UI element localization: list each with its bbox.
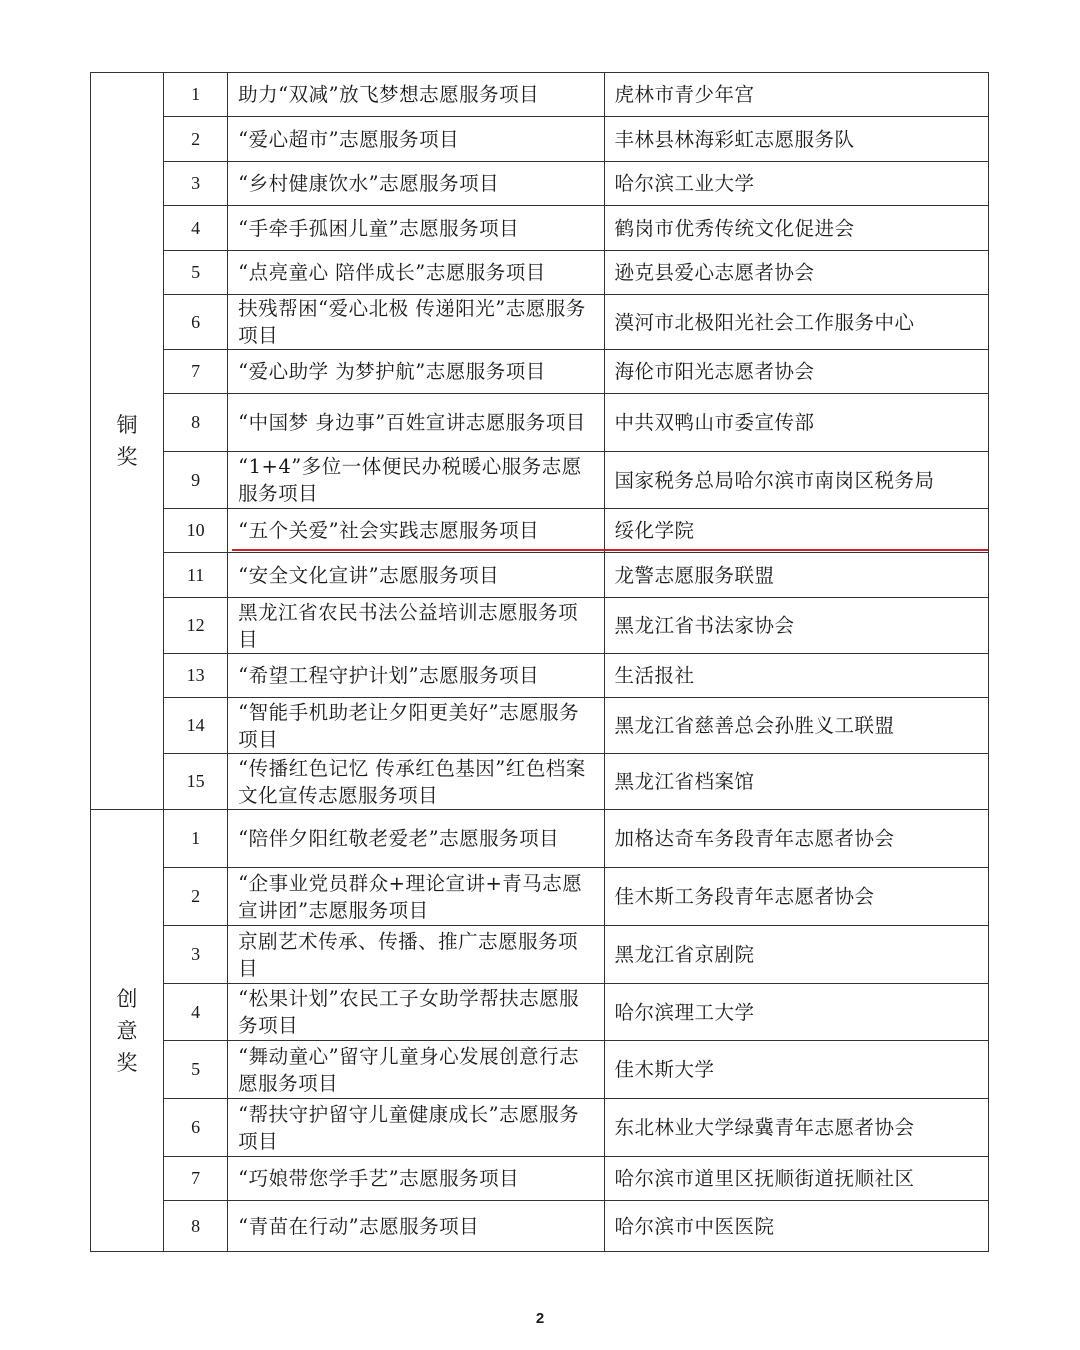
project-name: “安全文化宣讲”志愿服务项目 [228, 553, 604, 598]
table-row [91, 810, 989, 868]
project-name: “五个关爱”社会实践志愿服务项目 [228, 509, 604, 553]
row-number: 4 [164, 984, 228, 1041]
row-number: 4 [164, 206, 228, 251]
project-name: 京剧艺术传承、传播、推广志愿服务项目 [228, 926, 604, 984]
organization-name: 哈尔滨市道里区抚顺街道抚顺社区 [604, 1157, 988, 1201]
row-number: 1 [164, 810, 228, 868]
organization-name: 黑龙江省慈善总会孙胜义工联盟 [604, 698, 988, 754]
project-name: “中国梦 身边事”百姓宣讲志愿服务项目 [228, 394, 604, 452]
row-number: 11 [164, 553, 228, 598]
row-number: 12 [164, 598, 228, 654]
organization-name: 哈尔滨理工大学 [604, 984, 988, 1041]
project-name: “手牵手孤困儿童”志愿服务项目 [228, 206, 604, 251]
table-row [91, 926, 989, 984]
organization-name: 黑龙江省书法家协会 [604, 598, 988, 654]
category-cell [91, 73, 164, 810]
table-row [91, 1157, 989, 1201]
row-number: 1 [164, 73, 228, 117]
table-row [91, 509, 989, 553]
project-name: “1+4”多位一体便民办税暖心服务志愿服务项目 [228, 452, 604, 509]
category-cell [91, 810, 164, 1252]
organization-name: 绥化学院 [604, 509, 988, 553]
awards-table [90, 72, 989, 1252]
table-row [91, 754, 989, 810]
project-name: “青苗在行动”志愿服务项目 [228, 1201, 604, 1252]
table-row [91, 251, 989, 295]
row-number: 14 [164, 698, 228, 754]
row-number: 8 [164, 394, 228, 452]
row-number: 15 [164, 754, 228, 810]
row-number: 10 [164, 509, 228, 553]
project-name: “企事业党员群众+理论宣讲+青马志愿宣讲团”志愿服务项目 [228, 868, 604, 926]
project-name: 扶残帮困“爱心北极 传递阳光”志愿服务项目 [228, 295, 604, 350]
row-number: 3 [164, 162, 228, 206]
table-row [91, 394, 989, 452]
table-row [91, 350, 989, 394]
table-row [91, 553, 989, 598]
organization-name: 龙警志愿服务联盟 [604, 553, 988, 598]
category-label: 铜奖 [116, 413, 138, 469]
organization-name: 海伦市阳光志愿者协会 [604, 350, 988, 394]
row-number: 3 [164, 926, 228, 984]
table-row [91, 698, 989, 754]
project-name: 黑龙江省农民书法公益培训志愿服务项目 [228, 598, 604, 654]
organization-name: 生活报社 [604, 654, 988, 698]
table-row [91, 1099, 989, 1157]
project-name: “爱心助学 为梦护航”志愿服务项目 [228, 350, 604, 394]
organization-name: 逊克县爱心志愿者协会 [604, 251, 988, 295]
row-number: 2 [164, 117, 228, 162]
row-number: 13 [164, 654, 228, 698]
row-number: 9 [164, 452, 228, 509]
row-number: 7 [164, 350, 228, 394]
row-number: 6 [164, 295, 228, 350]
table-row [91, 117, 989, 162]
table-row [91, 598, 989, 654]
organization-name: 佳木斯大学 [604, 1041, 988, 1099]
row-number: 5 [164, 1041, 228, 1099]
row-number: 8 [164, 1201, 228, 1252]
project-name: “智能手机助老让夕阳更美好”志愿服务项目 [228, 698, 604, 754]
table-row [91, 654, 989, 698]
project-name: “传播红色记忆 传承红色基因”红色档案文化宣传志愿服务项目 [228, 754, 604, 810]
table-row [91, 868, 989, 926]
table-row [91, 206, 989, 251]
table-row [91, 984, 989, 1041]
project-name: 助力“双减”放飞梦想志愿服务项目 [228, 73, 604, 117]
table-row [91, 295, 989, 350]
project-name: “乡村健康饮水”志愿服务项目 [228, 162, 604, 206]
row-number: 2 [164, 868, 228, 926]
project-name: “希望工程守护计划”志愿服务项目 [228, 654, 604, 698]
table-row [91, 1201, 989, 1252]
row-number: 7 [164, 1157, 228, 1201]
organization-name: 黑龙江省档案馆 [604, 754, 988, 810]
organization-name: 东北林业大学绿冀青年志愿者协会 [604, 1099, 988, 1157]
project-name: “爱心超市”志愿服务项目 [228, 117, 604, 162]
project-name: “陪伴夕阳红敬老爱老”志愿服务项目 [228, 810, 604, 868]
project-name: “舞动童心”留守儿童身心发展创意行志愿服务项目 [228, 1041, 604, 1099]
organization-name: 丰林县林海彩虹志愿服务队 [604, 117, 988, 162]
table-row [91, 1041, 989, 1099]
page-number: 2 [535, 1310, 545, 1327]
project-name: “巧娘带您学手艺”志愿服务项目 [228, 1157, 604, 1201]
red-underline [232, 549, 988, 551]
organization-name: 黑龙江省京剧院 [604, 926, 988, 984]
organization-name: 佳木斯工务段青年志愿者协会 [604, 868, 988, 926]
row-number: 6 [164, 1099, 228, 1157]
organization-name: 漠河市北极阳光社会工作服务中心 [604, 295, 988, 350]
project-name: “松果计划”农民工子女助学帮扶志愿服务项目 [228, 984, 604, 1041]
organization-name: 虎林市青少年宫 [604, 73, 988, 117]
project-name: “点亮童心 陪伴成长”志愿服务项目 [228, 251, 604, 295]
organization-name: 中共双鸭山市委宣传部 [604, 394, 988, 452]
table-row [91, 452, 989, 509]
table-row [91, 162, 989, 206]
category-label: 创意奖 [116, 986, 138, 1075]
organization-name: 加格达奇车务段青年志愿者协会 [604, 810, 988, 868]
organization-name: 哈尔滨工业大学 [604, 162, 988, 206]
organization-name: 国家税务总局哈尔滨市南岗区税务局 [604, 452, 988, 509]
row-number: 5 [164, 251, 228, 295]
organization-name: 鹤岗市优秀传统文化促进会 [604, 206, 988, 251]
table-row [91, 73, 989, 117]
organization-name: 哈尔滨市中医医院 [604, 1201, 988, 1252]
project-name: “帮扶守护留守儿童健康成长”志愿服务项目 [228, 1099, 604, 1157]
